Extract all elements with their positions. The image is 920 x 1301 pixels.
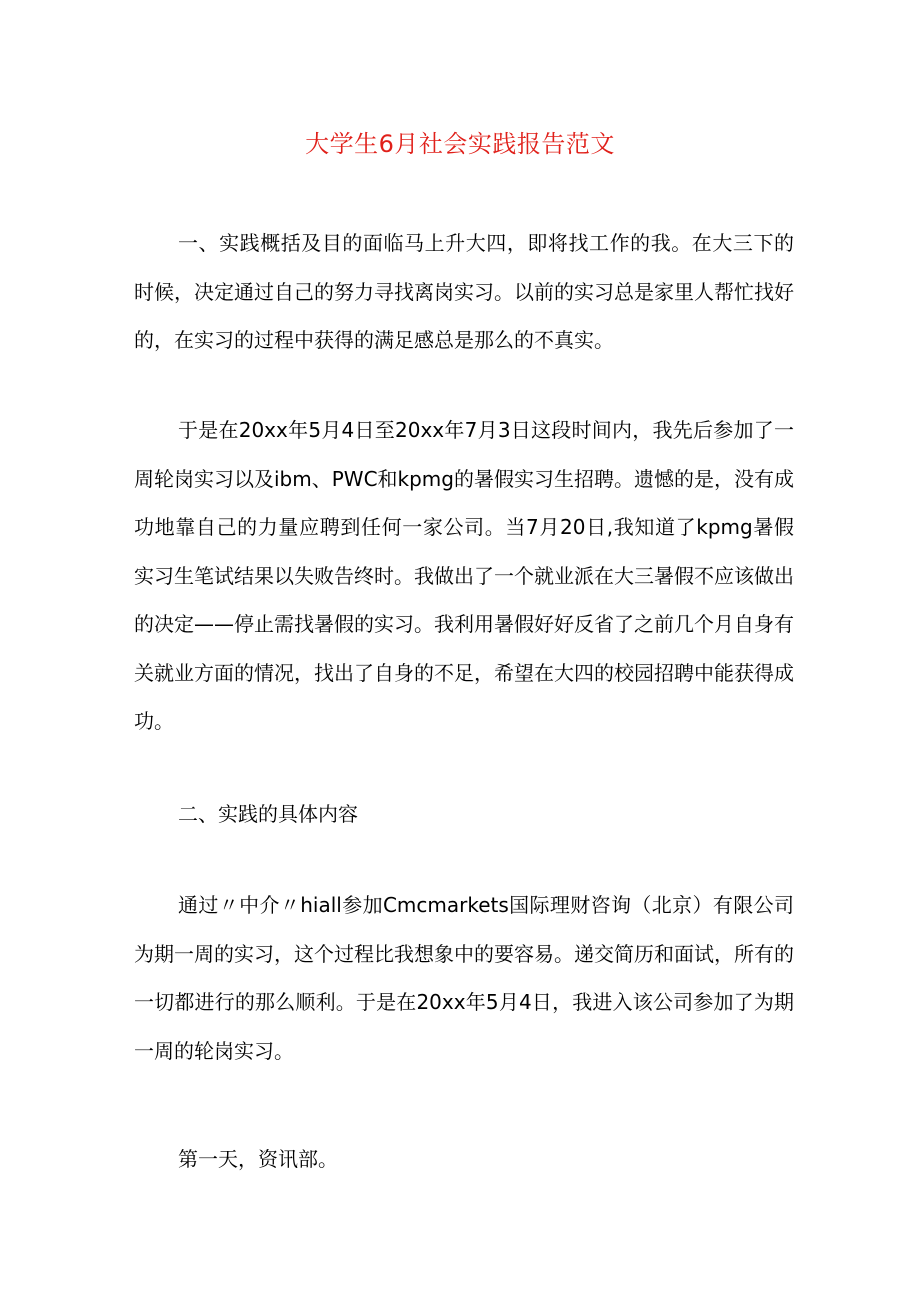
paragraph-cmcmarkets: 通过〃中介〃hiall参加Cmcmarkets国际理财咨询（北京）有限公司为期一周的实习，这个过程比我想象中的要容易。递交简历和面试，所有的一切都进行的那么顺利。于是在20xx年5月4日，我进入该公司参加了为期一周的轮岗实习。 <box>134 893 794 1063</box>
document-title: 大学生6月社会实践报告范文 <box>305 130 615 158</box>
paragraph-internship-search: 于是在20xx年5月4日至20xx年7月3日这段时间内，我先后参加了一周轮岗实习以及ibm、PWC和kpmg的暑假实习生招聘。遗憾的是，没有成功地靠自己的力量应聘到任何一家公司。当7月20日,我知道了kpmg暑假实习生笔试结果以失败告终时。我做出了一个就业派在大三暑假不应该做出的决定——停止需找暑假的实习。我利用暑假好好反省了之前几个月自身有关就业方面的情况，找出了自身的不足，希望在大四的校园招聘中能获得成功。 <box>134 418 794 733</box>
paragraph-day-one: 第一天，资讯部。 <box>178 1147 338 1171</box>
section-heading-content: 二、实践的具体内容 <box>178 802 358 826</box>
paragraph-overview: 一、实践概括及目的面临马上升大四，即将找工作的我。在大三下的时候，决定通过自己的努力寻找离岗实习。以前的实习总是家里人帮忙找好的，在实习的过程中获得的满足感总是那么的不真实。 <box>134 231 794 352</box>
